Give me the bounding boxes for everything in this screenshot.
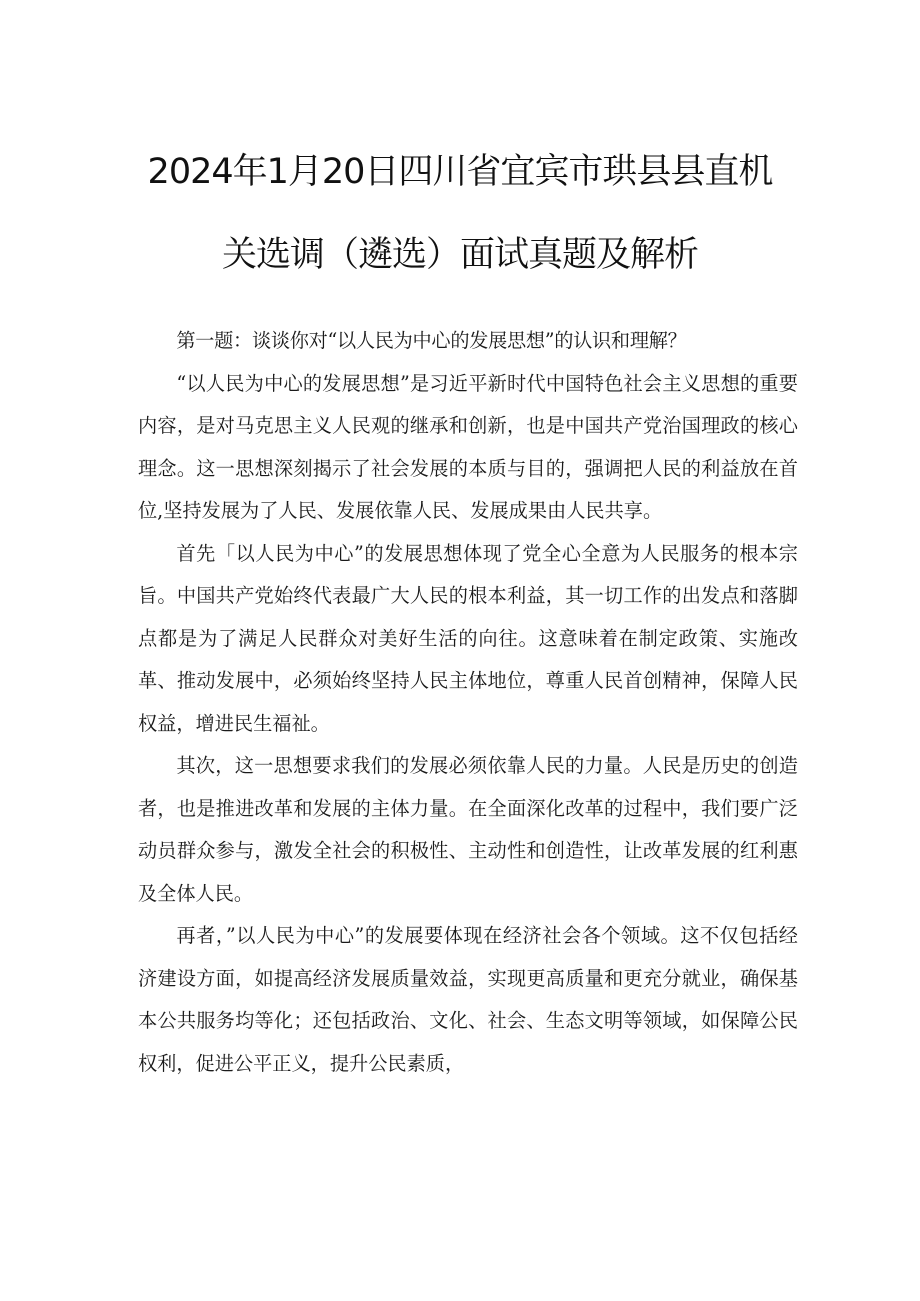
paragraph-third-point: 再者，”以人民为中心”的发展要体现在经济社会各个领域。这不仅包括经济建设方面，如提高经济发展质量效益，实现更高质量和更充分就业，确保基本公共服务均等化；还包括政治、文化、社会、生态文明等领域，如保障公民权利，促进公平正义，提升公民素质， <box>138 924 798 1075</box>
question-heading: 第一题：谈谈你对“以人民为中心的发展思想”的认识和理解？ <box>176 329 687 352</box>
document-title-line-2: 关选调（遴选）面试真题及解析 <box>221 235 698 275</box>
paragraph-first-point: 首先「以人民为中心”的发展思想体现了党全心全意为人民服务的根本宗旨。中国共产党始终代表最广大人民的根本利益，其一切工作的出发点和落脚点都是为了满足人民群众对美好生活的向往。这意味着在制定政策、实施改革、推动发展中，必须始终坚持人民主体地位，尊重人民首创精神，保障人民权益，增进民生福祉。 <box>138 541 798 735</box>
paragraph-second-point: 其次，这一思想要求我们的发展必须依靠人民的力量。人民是历史的创造者，也是推进改革和发展的主体力量。在全面深化改革的过程中，我们要广泛动员群众参与，激发全社会的积极性、主动性和创造性，让改革发展的红利惠及全体人民。 <box>138 754 798 905</box>
document-title-line-1: 2024年1月20日四川省宜宾市珙县县直机 <box>147 152 773 192</box>
paragraph-intro: “以人民为中心的发展思想”是习近平新时代中国特色社会主义思想的重要内容，是对马克思主义人民观的继承和创新，也是中国共产党治国理政的核心理念。这一思想深刻揭示了社会发展的本质与目的，强调把人民的利益放在首位,坚持发展为了人民、发展依靠人民、发展成果由人民共享。 <box>138 371 798 522</box>
document-body <box>138 320 798 1085</box>
